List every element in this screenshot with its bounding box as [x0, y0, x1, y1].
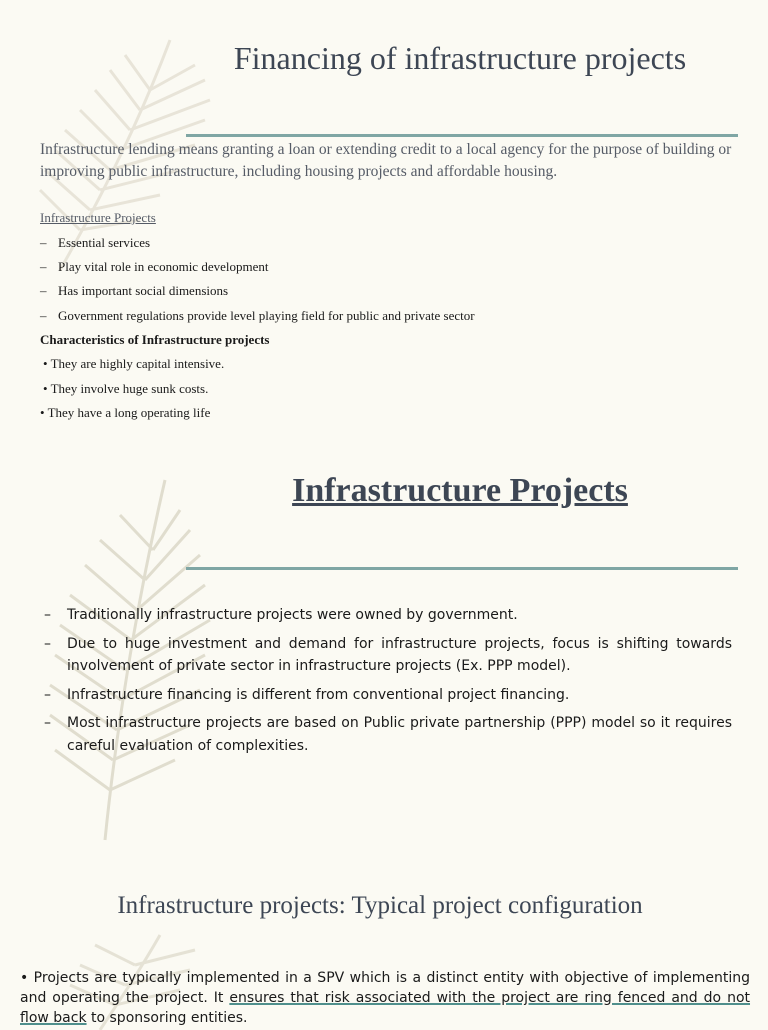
- bullet-item: • They involve huge sunk costs.: [43, 381, 209, 396]
- list-item: – Has important social dimensions: [40, 283, 229, 298]
- list-item: – Due to huge investment and demand for infrastructure projects, focus is shifting towards involvement of private sector in infrastructure projects (Ex. PPP model).: [44, 635, 732, 674]
- title-divider: [186, 134, 738, 137]
- project-points-list: [44, 604, 732, 763]
- list-item: – Traditionally infrastructure projects were owned by government.: [44, 607, 518, 623]
- slide-title: Infrastructure Projects: [292, 472, 628, 509]
- slide-financing: [0, 0, 768, 440]
- slide-infrastructure-projects: [0, 440, 768, 820]
- body-paragraph: • Projects are typically implemented in a SPV which is a distinct entity with objective of implementing and operating the project. It ensures that risk associated with the project are ring fenced and do not flow back to sponsoring entities.: [20, 970, 751, 1026]
- bullet-item: • They are highly capital intensive.: [43, 356, 225, 371]
- sub-heading: Infrastructure Projects: [40, 210, 156, 225]
- intro-paragraph: Infrastructure lending means granting a loan or extending credit to a local agency for the purpose of building or improving public infrastructure, including housing projects and affordable housing.: [40, 141, 732, 180]
- list-item: – Government regulations provide level playing field for public and private sector: [40, 308, 475, 323]
- list-item: – Most infrastructure projects are based on Public private partnership (PPP) model so it requires careful evaluation of complexities.: [44, 715, 732, 754]
- title-divider: [186, 567, 738, 570]
- list-item: – Infrastructure financing is different from conventional project financing.: [44, 686, 570, 703]
- slide-project-configuration: [0, 870, 768, 1024]
- slide-title: Financing of infrastructure projects: [233, 40, 687, 76]
- bullet-item: • They have a long operating life: [40, 405, 211, 420]
- slide-title: Infrastructure projects: Typical project configuration: [117, 892, 643, 919]
- characteristics-heading: Characteristics of Infrastructure projects: [40, 332, 270, 347]
- highlighted-text: ensures that risk associated with the project are ring fenced and do not flow back: [20, 990, 751, 1026]
- list-item: – Essential services: [40, 235, 151, 250]
- list-item: – Play vital role in economic development: [40, 259, 269, 274]
